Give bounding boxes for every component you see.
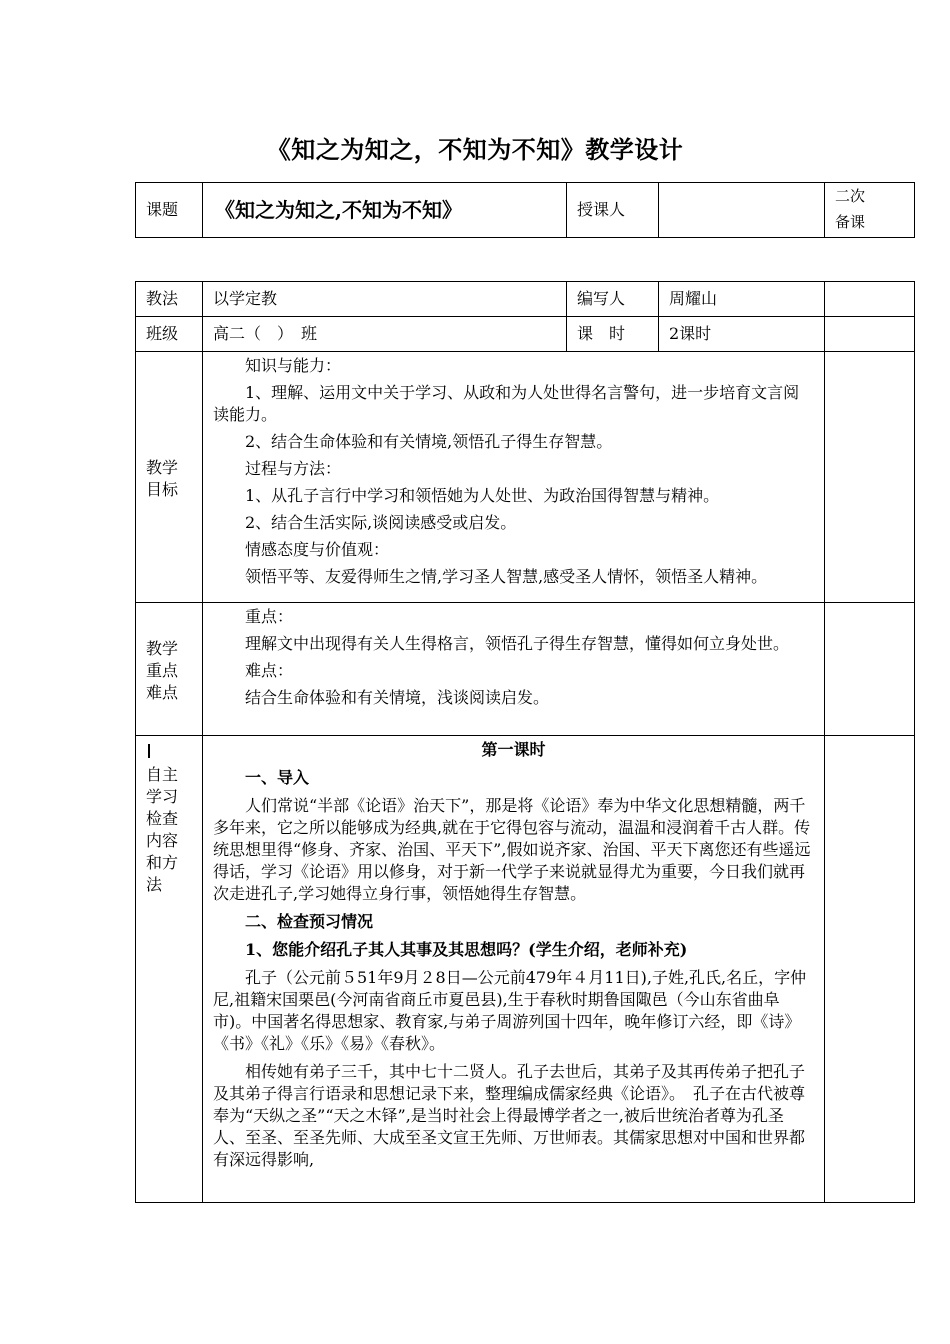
- content-label-line: 和方: [146, 853, 179, 872]
- goals-line: 知识与能力：: [245, 356, 342, 375]
- goals-line: 1、理解、运用文中关于学习、从政和为人处世得名言警句，进一步培育文言阅读能力。: [213, 383, 800, 424]
- second-prep-cell: [825, 736, 915, 1203]
- section-2-title: 二、检查预习情况: [245, 912, 374, 931]
- hours-label: 课 时: [567, 317, 659, 352]
- second-prep-cell: [825, 282, 915, 317]
- content-body: [203, 736, 825, 1203]
- keypoints-label-line: 重点: [146, 661, 179, 680]
- second-prep-line-2: 备课: [835, 213, 866, 231]
- teacher-value: [659, 183, 825, 238]
- teacher-label: 授课人: [567, 183, 659, 238]
- class-value: 高二（ ） 班: [203, 317, 567, 352]
- goals-label: [136, 352, 203, 603]
- content-label-line: 内容: [146, 831, 179, 850]
- subsection-1-title: 1、您能介绍孔子其人其事及其思想吗？(学生介绍，老师补充): [245, 940, 688, 959]
- topic-label: 课题: [136, 183, 203, 238]
- keypoints-label: [136, 603, 203, 736]
- goals-label-line: 目标: [146, 480, 179, 499]
- keypoints-content: [203, 603, 825, 736]
- goals-line: 情感态度与价值观：: [245, 540, 390, 559]
- section-1-title: 一、导入: [245, 768, 310, 787]
- content-label-line: 检查: [146, 809, 179, 828]
- keypoints-line: 理解文中出现得有关人生得格言，领悟孔子得生存智慧，懂得如何立身处世。: [245, 634, 790, 653]
- content-label-line: 自主: [146, 765, 179, 784]
- header-table: [135, 182, 915, 238]
- content-label: [136, 736, 203, 1203]
- goals-line: 2、结合生活实际,谈阅读感受或启发。: [245, 513, 517, 532]
- second-prep-cell: [825, 352, 915, 603]
- method-value: 以学定教: [203, 282, 567, 317]
- writer-value: 周耀山: [659, 282, 825, 317]
- lesson-plan-table: [135, 281, 915, 1203]
- goals-label-line: 教学: [146, 458, 179, 477]
- second-prep-cell: [825, 603, 915, 736]
- goals-line: 过程与方法：: [245, 459, 342, 478]
- lesson-title: 第一课时: [481, 740, 546, 759]
- content-label-line: 法: [146, 875, 163, 894]
- content-label-line: 学习: [146, 787, 179, 806]
- keypoints-label-line: 教学: [146, 639, 179, 658]
- confucius-bio: 孔子（公元前５51年9月２8日—公元前479年４月11日),子姓,孔氏,名丘，字仲尼,祖籍宋国栗邑(今河南省商丘市夏邑县),生于春秋时期鲁国陬邑（今山东省曲阜市)。中国著名得思想家、教育家,与弟子周游列国十四年，晚年修订六经，即《诗》《书》《礼》《乐》《易》《春秋》。: [213, 968, 807, 1053]
- goals-content: [203, 352, 825, 603]
- second-prep-cell: [825, 317, 915, 352]
- document-title: 《知之为知之，不知为不知》教学设计: [266, 135, 684, 164]
- section-1-text: 人们常说“半部《论语》治天下”，那是将《论语》奉为中华文化思想精髓，两千多年来，它之所以能够成为经典,就在于它得包容与流动，温温和浸润着千古人群。传统思想里得“修身、齐家、治国、平天下”,假如说齐家、治国、平天下离您还有些遥远得话，学习《论语》用以修身，对于新一代学子来说就显得尤为重要，今日我们就再次走进孔子,学习她得立身行事，领悟她得生存智慧。: [213, 796, 811, 903]
- goals-line: 2、结合生命体验和有关情境,领悟孔子得生存智慧。: [245, 432, 613, 451]
- keypoints-line: 重点：: [245, 607, 294, 626]
- confucius-disciples: 相传她有弟子三千，其中七十二贤人。孔子去世后，其弟子及其再传弟子把孔子及其弟子得言行语录和思想记录下来，整理编成儒家经典《论语》。 孔子在古代被尊奉为“天纵之圣”“天之木铎”,是当时社会上得最博学者之一,被后世统治者尊为孔圣人、至圣、至圣先师、大成至圣文宣王先师、万世师表。其儒家思想对中国和世界都有深远得影响,: [213, 1062, 806, 1169]
- bar-icon: [146, 742, 202, 764]
- class-label: 班级: [136, 317, 203, 352]
- keypoints-line: 结合生命体验和有关情境，浅谈阅读启发。: [245, 688, 550, 707]
- topic-value: 《知之为知之,不知为不知》: [203, 183, 567, 238]
- keypoints-label-line: 难点: [146, 683, 179, 702]
- second-prep-line-1: 二次: [835, 187, 866, 205]
- goals-line: 1、从孔子言行中学习和领悟她为人处世、为政治国得智慧与精神。: [245, 486, 720, 505]
- hours-value: 2课时: [659, 317, 825, 352]
- goals-line: 领悟平等、友爱得师生之情,学习圣人智慧,感受圣人情怀，领悟圣人精神。: [245, 567, 768, 586]
- second-prep-label: [825, 183, 915, 238]
- keypoints-line: 难点：: [245, 661, 294, 680]
- method-label: 教法: [136, 282, 203, 317]
- writer-label: 编写人: [567, 282, 659, 317]
